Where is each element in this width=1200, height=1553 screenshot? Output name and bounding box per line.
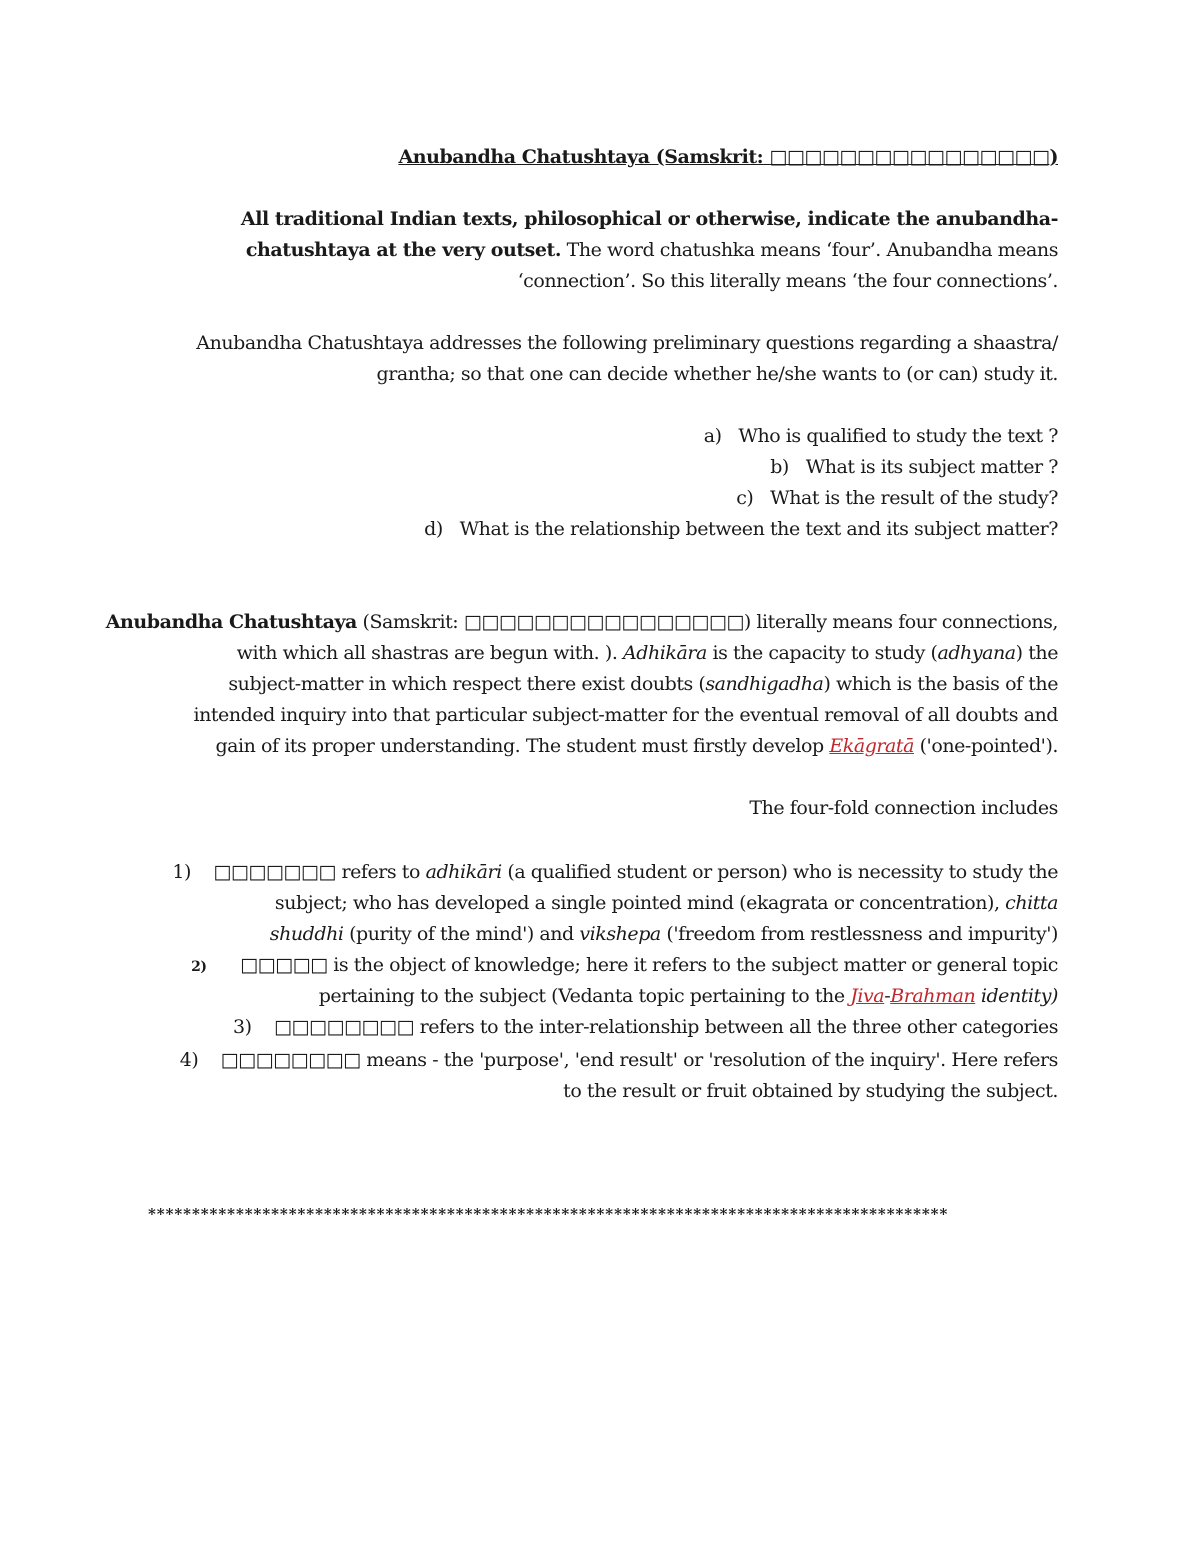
item-text: pertaining to the subject (Vedanta topic pertaining to the xyxy=(318,985,851,1007)
para3-text: gain of its proper understanding. The student must firstly develop xyxy=(215,735,830,757)
para3-line-5 xyxy=(215,731,1058,762)
list-marker: 4) xyxy=(179,1049,199,1071)
intro-line-3: ‘connection’. So this literally means ‘the four connections’. xyxy=(517,270,1058,292)
para3-line-1 xyxy=(106,607,1058,638)
item-text: - xyxy=(884,985,891,1007)
para3-text: (Samskrit: xyxy=(356,611,464,633)
item-2-line-1 xyxy=(191,950,1058,983)
fourfold-heading: The four-fold connection includes xyxy=(749,797,1058,819)
para3-text: subject-matter in which respect there exist doubts ( xyxy=(228,673,706,695)
term-vikshepa: vikshepa xyxy=(579,923,661,945)
item-1-devanagari: □□□□□□□ xyxy=(213,861,336,883)
item-text: (purity of the mind') and xyxy=(343,923,580,945)
item-4-line-2: to the result or fruit obtained by studying the subject. xyxy=(563,1080,1058,1102)
item-text: (a qualified student or person) who is necessity to study the xyxy=(501,861,1058,883)
para3-text: ) literally means four connections, xyxy=(743,611,1058,633)
item-text: subject; who has developed a single pointed mind (ekagrata or concentration), xyxy=(274,892,1006,914)
item-1-line-2 xyxy=(275,888,1058,919)
para3-line-4: intended inquiry into that particular subject-matter for the eventual removal of all doubts and xyxy=(193,704,1058,726)
link-ekagrata[interactable]: Ekāgratā xyxy=(829,735,914,757)
para3-bold-term: Anubandha Chatushtaya xyxy=(105,611,357,633)
para3-text: ) the xyxy=(1015,642,1058,664)
question-a xyxy=(704,421,1058,452)
item-4-line-1 xyxy=(180,1045,1058,1076)
separator-stars: ******************************************************************************************* xyxy=(148,1205,949,1223)
para3-line-2 xyxy=(237,638,1058,669)
para3-text: is the capacity to study ( xyxy=(706,642,938,664)
item-text: identity) xyxy=(975,985,1058,1007)
list-marker: 2) xyxy=(191,959,207,975)
question-c xyxy=(736,483,1058,514)
list-marker: 3) xyxy=(233,1016,252,1038)
title-text: Anubandha Chatushtaya (Samskrit: xyxy=(398,146,770,168)
para2-line-2: grantha; so that one can decide whether he/she wants to (or can) study it. xyxy=(376,363,1058,385)
list-marker: 1) xyxy=(172,861,191,883)
item-1-line-1 xyxy=(172,857,1058,888)
term-sandhigadha: sandhigadha xyxy=(705,673,824,695)
item-text: ('freedom from restlessness and impurity') xyxy=(660,923,1058,945)
item-text: is the object of knowledge; here it refers to the subject matter or general topic xyxy=(327,954,1058,976)
item-text: means - the 'purpose', 'end result' or 'resolution of the inquiry'. Here refers xyxy=(360,1049,1058,1071)
term-chitta: chitta xyxy=(1005,892,1058,914)
intro-line-2 xyxy=(246,235,1058,266)
para3-text: ) which is the basis of the xyxy=(823,673,1058,695)
list-marker: c) xyxy=(736,487,754,509)
question-text: What is the result of the study? xyxy=(770,487,1058,509)
list-marker: b) xyxy=(770,456,789,478)
item-4-devanagari: □□□□□□□□ xyxy=(220,1049,361,1071)
intro-bold: chatushtaya at the very outset. xyxy=(245,239,562,261)
title-devanagari: □□□□□□□□□□□□□□□□ xyxy=(769,146,1050,168)
item-text: refers to the inter-relationship between all the three other categories xyxy=(414,1016,1058,1038)
item-3-devanagari: □□□□□□□□ xyxy=(274,1016,415,1038)
item-2-devanagari: □□□□□ xyxy=(240,954,328,976)
question-b xyxy=(770,452,1058,483)
question-d xyxy=(424,514,1058,545)
list-marker: a) xyxy=(703,425,722,447)
document-title xyxy=(398,142,1058,173)
link-jiva[interactable]: Jiva xyxy=(850,985,885,1007)
question-text: Who is qualified to study the text ? xyxy=(738,425,1058,447)
item-3-line-1 xyxy=(233,1012,1058,1043)
para3-devanagari: □□□□□□□□□□□□□□□□ xyxy=(463,611,744,633)
question-text: What is the relationship between the text and its subject matter? xyxy=(459,518,1058,540)
para3-text: ('one-pointed'). xyxy=(914,735,1058,757)
link-brahman[interactable]: Brahman xyxy=(890,985,976,1007)
para3-line-3 xyxy=(228,669,1058,700)
para3-text: with which all shastras are begun with. ). xyxy=(236,642,624,664)
term-adhikari: adhikāri xyxy=(425,861,502,883)
term-adhyana: adhyana xyxy=(937,642,1016,664)
item-2-line-2 xyxy=(319,981,1058,1012)
question-text: What is its subject matter ? xyxy=(805,456,1058,478)
term-adhikara: Adhikāra xyxy=(623,642,707,664)
intro-rest: The word chatushka means ‘four’. Anubandha means xyxy=(561,239,1058,261)
item-1-line-3 xyxy=(270,919,1058,950)
list-marker: d) xyxy=(424,518,443,540)
term-shuddhi: shuddhi xyxy=(269,923,344,945)
intro-line-1: All traditional Indian texts, philosophical or otherwise, indicate the anubandha- xyxy=(240,208,1058,230)
title-close: ) xyxy=(1049,146,1058,168)
item-text: refers to xyxy=(335,861,426,883)
para2-line-1: Anubandha Chatushtaya addresses the following preliminary questions regarding a shaastra/ xyxy=(196,332,1058,354)
